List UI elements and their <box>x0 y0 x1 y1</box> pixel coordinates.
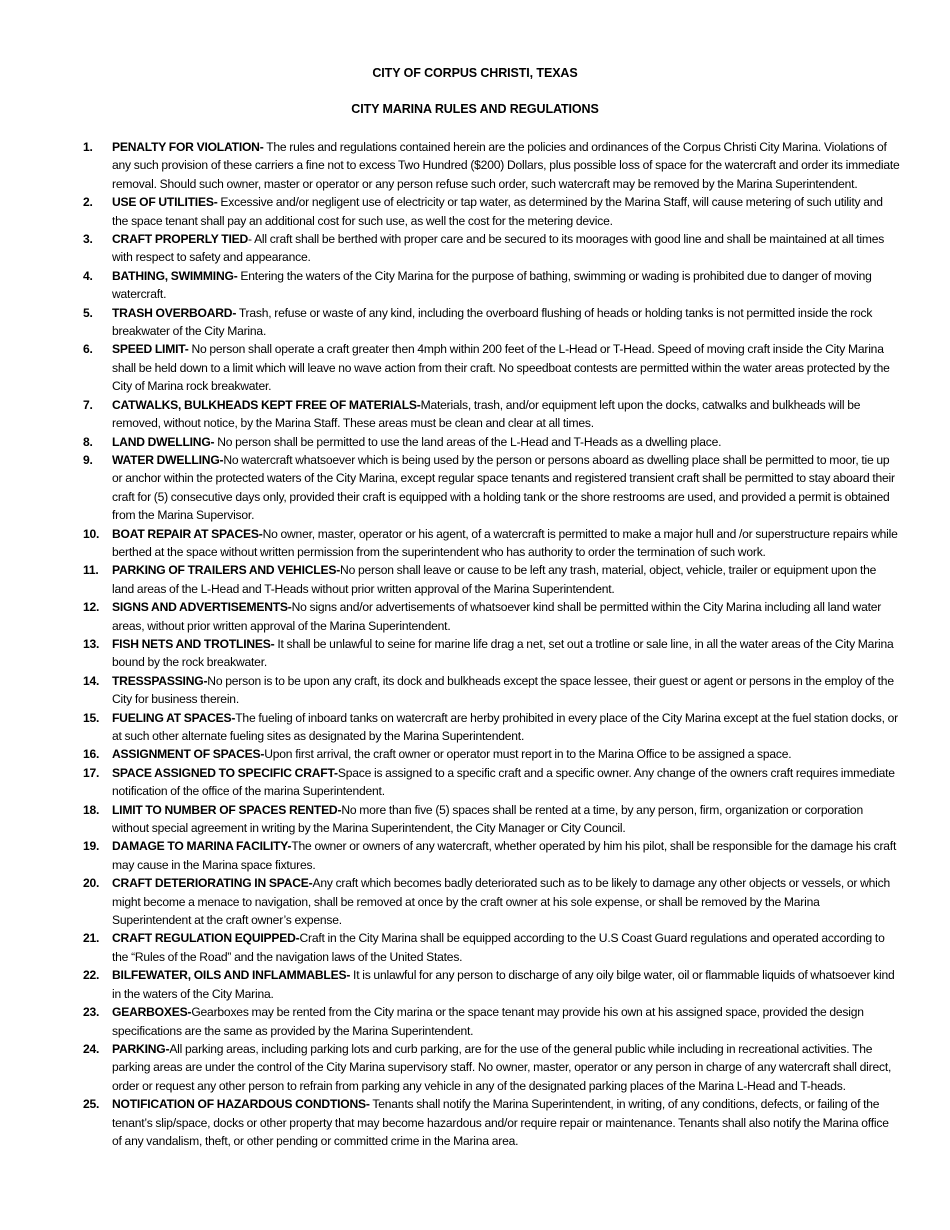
rule-text: No owner, master, operator or his agent, of a watercraft is permitted to make a major hull and /or superstructure repairs while berthed at the space without written permission from the superintendent who has authority to order the termination of such work. <box>112 526 898 559</box>
rule-text: No person is to be upon any craft, its dock and bulkheads except the space lessee, their guest or agent or persons in the employ of the City for business therein. <box>112 673 894 707</box>
rule-text: The rules and regulations contained herein are the policies and ordinances of the Corpus Christi City Marina. Violations of any such provision of these carriers a fine not to excess Two Hundred ($200) Dollars, plus possible loss of space for the watercraft and order its immediate removal. Should such owner, master or operator or any person refuse such order, such watercraft may be removed by the Marina Superintendent. <box>112 140 900 191</box>
rule-item <box>80 433 900 451</box>
rule-heading: SPEED LIMIT- <box>112 342 189 357</box>
rule-number: 22. <box>83 968 100 983</box>
rule-number: 11. <box>83 563 99 578</box>
rule-number: 12. <box>83 600 100 615</box>
rule-text: The fueling of inboard tanks on watercraft are herby prohibited in every place of the City Marina except at the fuel station docks, or at such other alternate fueling sites as designated by the Marina Superintendent. <box>112 710 898 743</box>
rule-text: No person shall be permitted to use the land areas of the L-Head and T-Heads as a dwelling place. <box>214 434 722 449</box>
rule-item <box>80 138 900 193</box>
rule-text: No person shall leave or cause to be left any trash, material, object, vehicle, trailer or equipment upon the land areas of the L-Head and T-Heads without prior written approval of the Marina Superintendent. <box>112 563 877 596</box>
rule-text: Craft in the City Marina shall be equipped according to the U.S Coast Guard regulations and operated according to the “Rules of the Road” and the navigation laws of the United States. <box>112 931 885 964</box>
rule-heading: BILFEWATER, OILS AND INFLAMMABLES- <box>112 968 351 983</box>
rule-number: 9. <box>83 452 93 467</box>
rule-item <box>80 396 900 433</box>
rule-item <box>80 304 900 341</box>
rule-number: 14. <box>83 673 100 688</box>
rule-item <box>80 1095 900 1150</box>
rule-text: Materials, trash, and/or equipment left upon the docks, catwalks and bulkheads will be removed, without notice, by the Marina Staff. These areas must be clean and clear at all times. <box>112 397 861 431</box>
rule-number: 5. <box>83 305 93 320</box>
rule-heading: SIGNS AND ADVERTISEMENTS- <box>112 600 292 615</box>
rule-number: 3. <box>83 232 93 247</box>
rule-number: 19. <box>83 839 100 854</box>
rule-text: Space is assigned to a specific craft and a specific owner. Any change of the owners craft requires immediate notification of the office of the marina Superintendent. <box>112 765 895 799</box>
rule-number: 6. <box>83 342 93 357</box>
rule-item <box>80 709 900 746</box>
rule-heading: FUELING AT SPACES- <box>112 710 236 725</box>
rule-item <box>80 340 900 395</box>
rule-text: It shall be unlawful to seine for marine life drag a net, set out a trotline or sale line, in all the water areas of the City Marina bound by the rock breakwater. <box>112 636 894 670</box>
rule-item <box>80 598 900 635</box>
rule-text: The owner or owners of any watercraft, whether operated by him his pilot, shall be responsible for the damage his craft may cause in the Marina space fixtures. <box>112 839 897 872</box>
document-title: CITY MARINA RULES AND REGULATIONS <box>351 102 599 116</box>
rule-heading: CRAFT REGULATION EQUIPPED- <box>112 931 300 946</box>
rule-heading: BATHING, SWIMMING- <box>112 268 238 283</box>
rule-text: No watercraft whatsoever which is being used by the person or persons aboard as dwelling place shall be permitted to moor, tie up or anchor within the protected waters of the City Marina, except regular space tenants and registered transient craft shall be permitted to stay aboard their craft for (5) consecutive days only, provided their craft is equipped with a holding tank or the shore restrooms are used, and provided a permit is obtained from the Marina Supervisor. <box>112 452 895 523</box>
rule-item <box>80 929 900 966</box>
rule-text: No more than five (5) spaces shall be rented at a time, by any person, firm, organization or corporation without special agreement in writing by the Marina Superintendent, the City Manager or City Council. <box>112 802 863 836</box>
rule-number: 15. <box>83 710 100 725</box>
rule-number: 16. <box>83 747 100 762</box>
rule-heading: GEARBOXES- <box>112 1005 192 1020</box>
rule-heading: TRASH OVERBOARD- <box>112 305 237 320</box>
rule-item <box>80 745 900 763</box>
rule-heading: CATWALKS, BULKHEADS KEPT FREE OF MATERIALS- <box>112 397 421 412</box>
rule-number: 1. <box>83 140 93 154</box>
rule-item <box>80 1040 900 1095</box>
rule-number: 20. <box>83 876 100 891</box>
rule-number: 2. <box>83 195 93 210</box>
rule-heading: PENALTY FOR VIOLATION- <box>112 140 264 154</box>
rule-text: It is unlawful for any person to discharge of any oily bilge water, oil or flammable liquids of whatsoever kind in the waters of the City Marina. <box>112 968 895 1001</box>
rule-number: 23. <box>83 1005 100 1020</box>
rule-number: 4. <box>83 268 93 283</box>
rule-number: 21. <box>83 931 100 946</box>
rule-item <box>80 267 900 304</box>
rule-text: Entering the waters of the City Marina for the purpose of bathing, swimming or wading is prohibited due to danger of moving watercraft. <box>112 268 872 302</box>
rule-text: Tenants shall notify the Marina Superintendent, in writing, of any conditions, defects, or failing of the tenant’s slip/space, docks or other property that may become hazardous and/or require repair or maintenance. Tenants shall also notify the Marina office of any vandalism, theft, or other pending or committed crime in the Marina area. <box>112 1097 889 1148</box>
rule-text: Trash, refuse or waste of any kind, including the overboard flushing of heads or holding tanks is not permitted inside the rock breakwater of the City Marina. <box>112 305 873 339</box>
rule-item <box>80 837 900 874</box>
rule-text: Upon first arrival, the craft owner or operator must report in to the Marina Office to be assigned a space. <box>264 747 792 762</box>
rule-item <box>80 230 900 267</box>
rule-item <box>80 801 900 838</box>
rule-heading: BOAT REPAIR AT SPACES- <box>112 526 263 541</box>
rule-text: - All craft shall be berthed with proper care and be secured to its moorages with good line and shall be maintained at all times with respect to safety and appearance. <box>112 232 885 265</box>
rule-heading: PARKING OF TRAILERS AND VEHICLES- <box>112 563 341 578</box>
rule-heading: CRAFT DETERIORATING IN SPACE- <box>112 876 313 891</box>
rule-text: No person shall operate a craft greater then 4mph within 200 feet of the L-Head or T-Head. Speed of moving craft inside the City Marina shall be held down to a limit which will leave no wave action from their craft. No speedboat contests are permitted within the water areas protected by the City of Marina rock breakwater. <box>112 342 890 394</box>
rule-heading: LAND DWELLING- <box>112 434 215 449</box>
rule-item <box>80 966 900 1003</box>
rule-item <box>80 874 900 929</box>
rule-item <box>80 451 900 525</box>
rules-list <box>80 138 900 1150</box>
rule-item <box>80 193 900 230</box>
rule-item <box>80 764 900 801</box>
rule-text: Gearboxes may be rented from the City marina or the space tenant may provide his own at his assigned space, provided the design specifications are the same as provided by the Marina Superintendent. <box>112 1005 864 1038</box>
rule-text: Excessive and/or negligent use of electricity or tap water, as determined by the Marina Staff, will cause metering of such utility and the space tenant shall pay an additional cost for such use, as well the cost for the metering device. <box>112 195 883 228</box>
rule-text: No signs and/or advertisements of whatsoever kind shall be permitted within the City Marina including all land water areas, without prior written approval of the Marina Superintendent. <box>112 600 882 633</box>
rule-heading: DAMAGE TO MARINA FACILITY- <box>112 839 292 854</box>
rule-item <box>80 1003 900 1040</box>
rule-item <box>80 635 900 672</box>
rule-heading: USE OF UTILITIES- <box>112 195 218 210</box>
rule-heading: ASSIGNMENT OF SPACES- <box>112 747 265 762</box>
rule-number: 25. <box>83 1097 100 1112</box>
rule-heading: SPACE ASSIGNED TO SPECIFIC CRAFT- <box>112 765 338 780</box>
rule-heading: PARKING- <box>112 1041 170 1056</box>
rule-heading: LIMIT TO NUMBER OF SPACES RENTED- <box>112 802 342 817</box>
rule-heading: WATER DWELLING- <box>112 452 224 467</box>
rule-number: 7. <box>83 397 93 412</box>
rule-text: Any craft which becomes badly deteriorated such as to be likely to damage any other objects or vessels, or which might become a menace to navigation, shall be removed at once by the craft owner at his sole expense, or shall be removed by the Marina Superintendent at the craft owner’s expense. <box>112 876 891 928</box>
rule-heading: TRESSPASSING- <box>112 673 208 688</box>
rule-heading: NOTIFICATION OF HAZARDOUS CONDTIONS- <box>112 1097 370 1112</box>
rule-text: All parking areas, including parking lots and curb parking, are for the use of the general public while including in recreational activities. The parking areas are under the control of the City Marina supervisory staff. No owner, master, operator or any person in charge of any watercraft shall direct, order or request any other person to refrain from parking any vehicle in any of the designated parking places of the Marina L-Head and T-heads. <box>112 1041 892 1093</box>
rule-item <box>80 672 900 709</box>
rule-number: 10. <box>83 526 100 541</box>
rule-number: 17. <box>83 765 100 780</box>
rule-number: 18. <box>83 802 100 817</box>
rule-heading: CRAFT PROPERLY TIED <box>112 232 249 247</box>
rule-number: 24. <box>83 1041 100 1056</box>
city-title: CITY OF CORPUS CHRISTI, TEXAS <box>372 66 578 80</box>
rule-number: 8. <box>83 434 93 449</box>
rule-number: 13. <box>83 636 100 651</box>
rule-item <box>80 561 900 598</box>
rule-item <box>80 525 900 562</box>
rule-heading: FISH NETS AND TROTLINES- <box>112 636 275 651</box>
